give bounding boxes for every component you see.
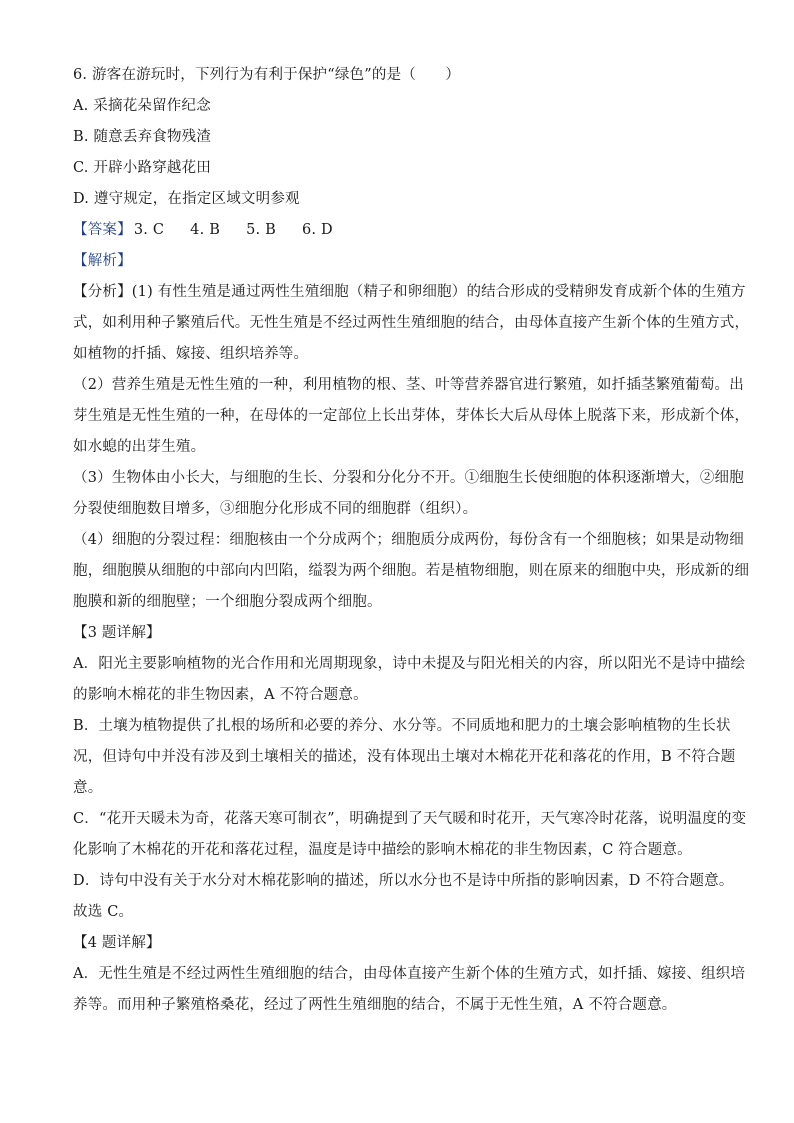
q3-option-b [73, 715, 736, 808]
answer-item: 6. D [301, 222, 333, 238]
text-line: A．无性生殖是不经过两性生殖细胞的结合，由母体直接产生新个体的生殖方式，如扦插、嫁接、组织培 [73, 966, 746, 982]
document-page [73, 64, 750, 1025]
q4-heading: 【4 题详解】 [73, 935, 161, 951]
text-line: B．土壤为植物提供了扎根的场所和必要的养分、水分等。不同质地和肥力的土壤会影响植物的生长状 [73, 718, 731, 734]
analysis-paragraph-2 [73, 374, 750, 467]
text-line: A．阳光主要影响植物的光合作用和光周期现象，诗中未提及与阳光相关的内容，所以阳光不是诗中描绘 [73, 656, 746, 672]
q3-option-d [73, 870, 734, 901]
text-line: 化影响了木棉花的开花和落花过程，温度是诗中描绘的影响木棉花的非生物因素，C 符合题意。 [73, 842, 692, 858]
analysis-paragraph-4 [73, 529, 750, 622]
text-line: 意。 [73, 780, 103, 796]
question-stem: 6. 游客在游玩时，下列行为有利于保护“绿色”的是（ ） [73, 67, 461, 83]
answer-row [73, 219, 721, 250]
option-d: D. 遵守规定，在指定区域文明参观 [73, 191, 300, 207]
q3-conclusion: 故选 C。 [73, 904, 134, 920]
q3-option-a [73, 653, 746, 715]
answer-label: 【答案】 [73, 222, 132, 238]
text-line: C．“花开天暖未为奇，花落天寒可制衣”，明确提到了天气暖和时花开，天气寒冷时花落，说明温度的变 [73, 811, 747, 827]
option-b: B. 随意丢弃食物残渣 [73, 129, 212, 145]
option-c: C. 开辟小路穿越花田 [73, 160, 211, 176]
analysis-paragraph-3 [73, 467, 744, 529]
text-line: 如植物的扦插、嫁接、组织培养等。 [73, 346, 309, 362]
text-line: （2）营养生殖是无性生殖的一种，利用植物的根、茎、叶等营养器官进行繁殖，如扦插茎繁殖葡萄。出 [73, 377, 744, 393]
answer-item: 4. B [190, 222, 221, 238]
option-a: A. 采摘花朵留作纪念 [73, 98, 211, 114]
text-line: 的影响木棉花的非生物因素，A 不符合题意。 [73, 687, 368, 703]
q3-heading: 【3 题详解】 [73, 625, 161, 641]
analysis-paragraph-1 [73, 281, 750, 374]
text-line: （4）细胞的分裂过程：细胞核由一个分成两个；细胞质分成两份，每份含有一个细胞核；如果是动物细 [73, 532, 744, 548]
text-line: 胞膜和新的细胞壁；一个细胞分裂成两个细胞。 [73, 594, 382, 610]
q3-option-c [73, 808, 747, 870]
q4-option-a [73, 963, 746, 1025]
answer-item: 5. B [246, 222, 276, 238]
text-line: 况，但诗句中并没有涉及到土壤相关的描述，没有体现出土壤对木棉花开花和落花的作用，B 不符合题 [73, 749, 736, 765]
text-line: 芽生殖是无性生殖的一种，在母体的一定部位上长出芽体，芽体长大后从母体上脱落下来，形成新个体， [73, 408, 750, 424]
text-line: 胞，细胞膜从细胞的中部向内凹陷，缢裂为两个细胞。若是植物细胞，则在原来的细胞中央，形成新的细 [73, 563, 750, 579]
answer-item: 3. C [133, 222, 165, 238]
text-line: 【分析】(1) 有性生殖是通过两性生殖细胞（精子和卵细胞）的结合形成的受精卵发育成新个体的生殖方 [73, 284, 746, 300]
analysis-label: 【解析】 [73, 253, 132, 269]
text-line: D．诗句中没有关于水分对木棉花影响的描述，所以水分也不是诗中所指的影响因素，D 不符合题意。 [73, 873, 734, 889]
text-line: 式，如利用种子繁殖后代。无性生殖是不经过两性生殖细胞的结合，由母体直接产生新个体的生殖方式， [73, 315, 750, 331]
text-line: 养等。而用种子繁殖格桑花，经过了两性生殖细胞的结合，不属于无性生殖，A 不符合题意。 [73, 997, 677, 1013]
text-line: 分裂使细胞数目增多，③细胞分化形成不同的细胞群（组织）。 [73, 501, 478, 517]
text-line: 如水螅的出芽生殖。 [73, 439, 206, 455]
text-line: （3）生物体由小长大，与细胞的生长、分裂和分化分不开。①细胞生长使细胞的体积逐渐增大，②细胞 [73, 470, 744, 486]
